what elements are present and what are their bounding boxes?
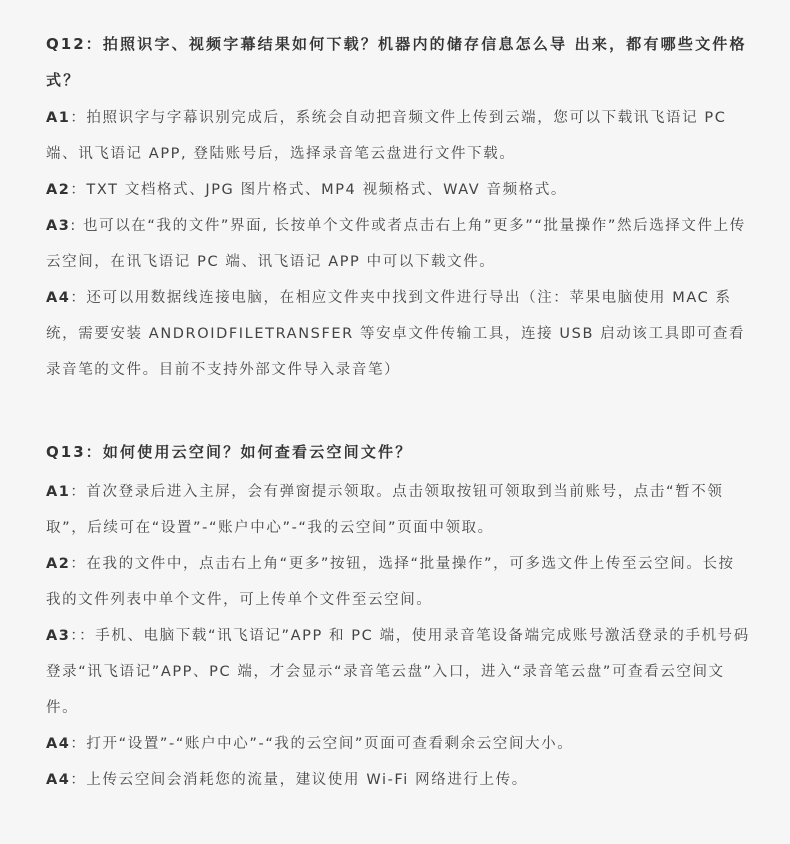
answer-a1 xyxy=(46,100,750,172)
answer-id: A3 xyxy=(46,628,71,644)
answer-id: A4 xyxy=(46,736,71,752)
answer-text: ：在我的文件中，点击右上角“更多”按钮，选择“批量操作”，可多选文件上传至云空间。长按我的文件列表中单个文件，可上传单个文件至云空间。 xyxy=(46,556,735,608)
question-text: ：拍照识字、视频字幕结果如何下载？机器内的储存信息怎么导 出来，都有哪些文件格式？ xyxy=(46,35,747,89)
faq-section-q13 xyxy=(46,434,750,798)
question-id: Q12 xyxy=(46,35,86,53)
answer-id: A2 xyxy=(46,182,71,198)
answer-a3 xyxy=(46,208,750,280)
answer-a2 xyxy=(46,546,750,618)
answer-text: ：首次登录后进入主屏，会有弹窗提示领取。点击领取按钮可领取到当前账号，点击“暂不领取”，后续可在“设置”-“账户中心”-“我的云空间”页面中领取。 xyxy=(46,484,724,536)
answer-a1 xyxy=(46,474,750,546)
answer-text: ：拍照识字与字幕识别完成后，系统会自动把音频文件上传到云端，您可以下载讯飞语记 PC 端、讯飞语记 APP, 登陆账号后，选择录音笔云盘进行文件下载。 xyxy=(46,110,727,162)
answer-text: ：：手机、电脑下载“讯飞语记”APP 和 PC 端，使用录音笔设备端完成账号激活登录的手机号码登录“讯飞语记”APP、PC 端，才会显示“录音笔云盘”入口，进入“录音笔云盘”可查看云空间文件。 xyxy=(46,628,750,716)
answer-id: A1 xyxy=(46,484,71,500)
question-id: Q13 xyxy=(46,443,86,461)
answer-text: ：还可以用数据线连接电脑，在相应文件夹中找到文件进行导出（注：苹果电脑使用 MAC 系统，需要安装 ANDROIDFILETRANSFER 等安卓文件传输工具，连接 USB 启动该工具即可查看录音笔的文件。目前不支持外部文件导入录音笔） xyxy=(46,290,746,378)
answer-a4-second xyxy=(46,762,750,798)
question-text: ：如何使用云空间？如何查看云空间文件？ xyxy=(85,443,413,461)
faq-section-q12 xyxy=(46,26,750,388)
answer-id: A4 xyxy=(46,772,71,788)
question-q13 xyxy=(46,434,750,470)
answer-id: A1 xyxy=(46,110,71,126)
answer-a4 xyxy=(46,726,750,762)
answer-a2 xyxy=(46,172,750,208)
question-q12 xyxy=(46,26,750,98)
answer-id: A3 xyxy=(46,218,71,234)
answer-text: ：TXT 文档格式、JPG 图片格式、MP4 视频格式、WAV 音频格式。 xyxy=(70,182,568,198)
answer-a3 xyxy=(46,618,750,726)
answer-id: A2 xyxy=(46,556,71,572)
answer-text: : 也可以在“我的文件”界面, 长按单个文件或者点击右上角”更多”“批量操作”然后选择文件上传云空间，在讯飞语记 PC 端、讯飞语记 APP 中可以下载文件。 xyxy=(46,218,746,270)
answer-text: ：上传云空间会消耗您的流量，建议使用 Wi-Fi 网络进行上传。 xyxy=(70,772,528,788)
answer-text: ：打开“设置”-“账户中心”-“我的云空间”页面可查看剩余云空间大小。 xyxy=(70,736,574,752)
answer-id: A4 xyxy=(46,290,71,306)
answer-a4 xyxy=(46,280,750,388)
